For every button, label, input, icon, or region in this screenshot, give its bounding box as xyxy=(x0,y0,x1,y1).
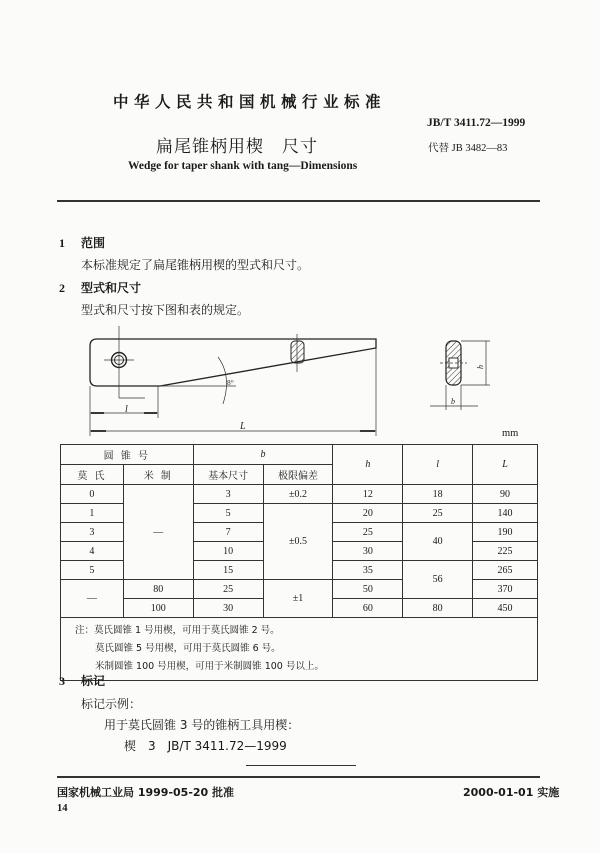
cell-tolerance: ±0.5 xyxy=(263,504,333,580)
cell-b: 10 xyxy=(193,542,263,561)
header-b-basic: 基本尺寸 xyxy=(193,465,263,485)
document-title: 扁尾锥柄用楔 尺寸 xyxy=(156,137,318,157)
angle-label: 8° xyxy=(227,378,234,387)
header-b-tolerance: 极限偏差 xyxy=(263,465,333,485)
cell-l: 80 xyxy=(403,599,473,618)
note-line: 米制圆锥 100 号用楔，可用于米制圆锥 100 号以上。 xyxy=(95,661,324,672)
dim-l-label: l xyxy=(125,404,128,415)
dim-b-label: b xyxy=(451,397,455,406)
section-title: 范围 xyxy=(81,236,106,250)
cell-morse: 3 xyxy=(61,523,124,542)
page-number: 14 xyxy=(57,803,68,814)
approval-info: 国家机械工业局 1999-05-20 批准 xyxy=(57,786,235,799)
header-morse: 莫 氏 xyxy=(61,465,124,485)
cell-h: 60 xyxy=(333,599,403,618)
cell-l: 56 xyxy=(403,561,473,599)
section-3-heading xyxy=(59,672,105,689)
cell-L: 450 xyxy=(473,599,538,618)
header-b: b xyxy=(193,445,333,465)
note-line: 注：莫氏圆锥 1 号用楔，可用于莫氏圆锥 2 号。 xyxy=(75,625,280,636)
english-title: Wedge for taper shank with tang—Dimensions xyxy=(128,160,358,172)
end-divider xyxy=(246,765,356,766)
cell-metric: 100 xyxy=(123,599,193,618)
cell-morse: 1 xyxy=(61,504,124,523)
organization-title: 中华人民共和国机械行业标准 xyxy=(113,93,387,111)
header-taper-no: 圆 锥 号 xyxy=(61,445,194,465)
header-metric: 米 制 xyxy=(123,465,193,485)
section-title: 标记 xyxy=(81,674,106,688)
cell-metric: 80 xyxy=(123,580,193,599)
cell-metric: — xyxy=(123,485,193,580)
cell-h: 30 xyxy=(333,542,403,561)
cell-morse: 5 xyxy=(61,561,124,580)
section-number: 3 xyxy=(59,674,65,688)
header-h: h xyxy=(333,445,403,485)
cell-b: 15 xyxy=(193,561,263,580)
dim-h-label: h xyxy=(476,365,485,369)
wedge-section-view xyxy=(430,341,490,410)
cell-l: 18 xyxy=(403,485,473,504)
section-number: 1 xyxy=(59,236,65,250)
footer-divider xyxy=(57,776,540,778)
cell-l: 25 xyxy=(403,504,473,523)
cell-morse: 0 xyxy=(61,485,124,504)
cell-tolerance: ±1 xyxy=(263,580,333,618)
cell-b: 25 xyxy=(193,580,263,599)
cell-L: 190 xyxy=(473,523,538,542)
cell-tolerance: ±0.2 xyxy=(263,485,333,504)
cell-L: 90 xyxy=(473,485,538,504)
section-title: 型式和尺寸 xyxy=(81,281,142,295)
cell-morse: 4 xyxy=(61,542,124,561)
cell-h: 35 xyxy=(333,561,403,580)
cell-b: 5 xyxy=(193,504,263,523)
header-l: l xyxy=(403,445,473,485)
replaces-note: 代替 JB 3482—83 xyxy=(428,143,508,154)
unit-label: mm xyxy=(502,428,519,439)
cell-L: 265 xyxy=(473,561,538,580)
dim-L-label: L xyxy=(240,421,246,432)
marking-example-description: 用于莫氏圆锥 3 号的锥柄工具用楔： xyxy=(104,718,300,732)
table-notes-row xyxy=(61,618,538,681)
section-2-text: 型式和尺寸按下图和表的规定。 xyxy=(81,303,250,317)
standard-number: JB/T 3411.72—1999 xyxy=(427,117,526,129)
section-1-text: 本标准规定了扁尾锥柄用楔的型式和尺寸。 xyxy=(81,258,310,272)
section-number: 2 xyxy=(59,281,65,295)
cell-h: 12 xyxy=(333,485,403,504)
cell-b: 3 xyxy=(193,485,263,504)
cell-L: 140 xyxy=(473,504,538,523)
marking-example-mark: 楔 3 JB/T 3411.72—1999 xyxy=(124,739,287,753)
cell-h: 20 xyxy=(333,504,403,523)
dimensions-table xyxy=(60,444,538,681)
cell-L: 225 xyxy=(473,542,538,561)
header-L: L xyxy=(473,445,538,485)
cell-L: 370 xyxy=(473,580,538,599)
cell-h: 50 xyxy=(333,580,403,599)
cell-morse: — xyxy=(61,580,124,618)
cell-l: 40 xyxy=(403,523,473,561)
cell-h: 25 xyxy=(333,523,403,542)
implementation-date: 2000-01-01 实施 xyxy=(463,786,560,799)
marking-example-label: 标记示例： xyxy=(81,697,142,711)
table-row xyxy=(61,485,538,504)
cell-b: 30 xyxy=(193,599,263,618)
cell-b: 7 xyxy=(193,523,263,542)
table-header-row xyxy=(61,445,538,465)
table-notes xyxy=(61,618,538,681)
note-line: 莫氏圆锥 5 号用楔，可用于莫氏圆锥 6 号。 xyxy=(95,643,281,654)
